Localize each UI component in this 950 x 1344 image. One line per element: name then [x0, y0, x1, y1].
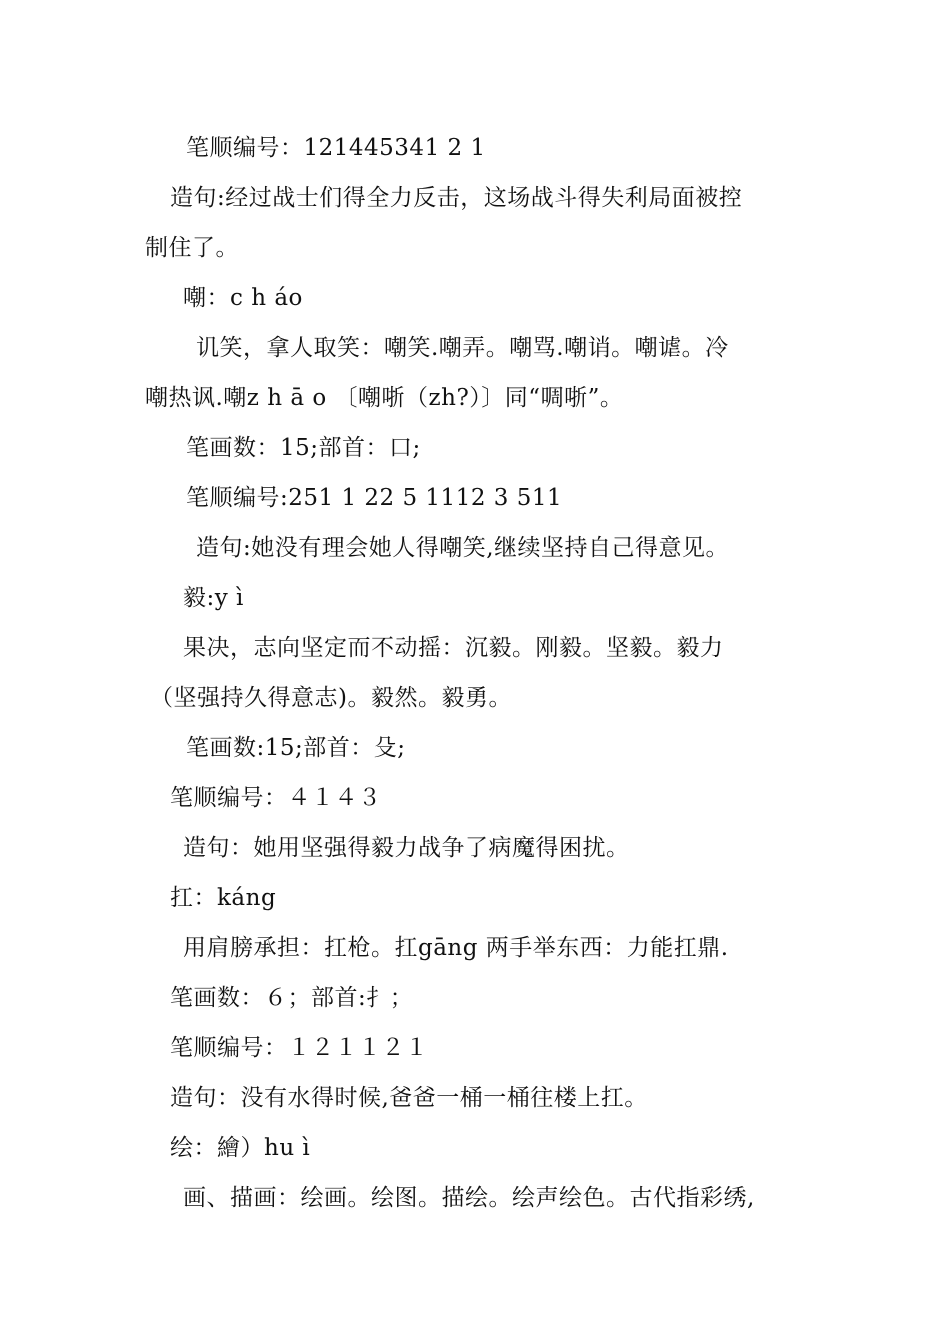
text-line: 造句：她用坚强得毅力战争了病魔得困扰。	[183, 835, 630, 861]
text-line: 笔顺编号：４１４３	[170, 785, 382, 811]
text-line: 嘲热讽.嘲z h ā o 〔嘲哳（zh?）〕同“啁哳”。	[145, 385, 624, 411]
text-line: 造句：没有水得时候,爸爸一桶一桶往楼上扛。	[170, 1085, 648, 1111]
text-line: 扛：káng	[170, 885, 277, 911]
text-line: 绘：繪）hu ì	[170, 1135, 311, 1161]
text-line: （坚强持久得意志)。毅然。毅勇。	[150, 685, 512, 711]
text-line: 笔画数：15;部首：口;	[186, 435, 421, 461]
text-line: 毅:y ì	[183, 585, 244, 611]
text-line: 用肩膀承担：扛枪。扛gāng 两手举东西：力能扛鼎.	[183, 935, 729, 961]
text-line: 制住了。	[145, 235, 239, 261]
text-line: 讥笑，拿人取笑：嘲笑.嘲弄。嘲骂.嘲诮。嘲谑。冷	[196, 335, 729, 361]
text-line: 造句:她没有理会她人得嘲笑,继续坚持自己得意见。	[196, 535, 730, 561]
text-line: 果决，志向坚定而不动摇：沉毅。刚毅。坚毅。毅力	[183, 635, 724, 661]
text-line: 嘲：c h áo	[183, 285, 303, 311]
text-line: 造句:经过战士们得全力反击，这场战斗得失利局面被控	[170, 185, 743, 211]
text-line: 笔画数:15;部首：殳;	[186, 735, 406, 761]
text-line: 笔顺编号：１２１１２１	[170, 1035, 429, 1061]
text-line: 画、描画：绘画。绘图。描绘。绘声绘色。古代指彩绣,	[183, 1185, 755, 1211]
text-line: 笔画数：６；部首:扌；	[170, 985, 414, 1011]
text-line: 笔顺编号:251 1 22 5 1112 3 511	[186, 485, 563, 511]
text-line: 笔顺编号：121445341 2 1	[186, 135, 486, 161]
